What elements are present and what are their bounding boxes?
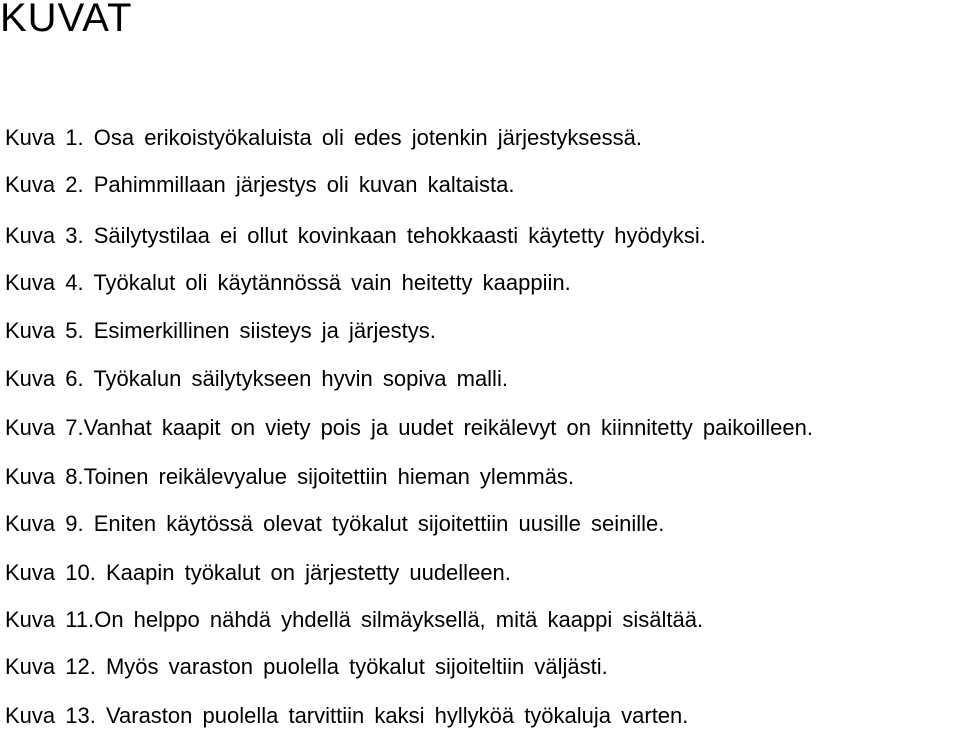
- caption-label: Kuva 13.: [5, 703, 96, 728]
- figure-caption-12: [5, 654, 608, 680]
- caption-text: Työkalun säilytykseen hyvin sopiva malli.: [93, 366, 508, 391]
- figure-caption-3: [5, 223, 706, 249]
- caption-text: Eniten käytössä olevat työkalut sijoitettiin uusille seinille.: [93, 511, 665, 536]
- caption-label: Kuva 9.: [5, 511, 84, 536]
- figure-caption-5: [5, 318, 436, 344]
- caption-text: Myös varaston puolella työkalut sijoiteltiin väljästi.: [105, 654, 608, 679]
- caption-label: Kuva 7.: [5, 415, 84, 440]
- caption-text: Varaston puolella tarvittiin kaksi hyllyköä työkaluja varten.: [105, 703, 689, 728]
- caption-label: Kuva 10.: [5, 560, 96, 585]
- caption-text: On helppo nähdä yhdellä silmäyksellä, mitä kaappi sisältää.: [94, 607, 704, 632]
- caption-text: Kaapin työkalut on järjestetty uudelleen.: [105, 560, 511, 585]
- page-title: KUVAT: [0, 0, 133, 40]
- caption-text: Työkalut oli käytännössä vain heitetty kaappiin.: [93, 270, 571, 295]
- caption-text: Pahimmillaan järjestys oli kuvan kaltaista.: [93, 172, 515, 197]
- caption-text: Esimerkillinen siisteys ja järjestys.: [93, 318, 436, 343]
- figure-caption-1: [5, 125, 642, 151]
- caption-label: Kuva 2.: [5, 172, 84, 197]
- caption-text: Säilytystilaa ei ollut kovinkaan tehokkaasti käytetty hyödyksi.: [93, 223, 706, 248]
- figure-caption-7: [5, 415, 813, 441]
- caption-label: Kuva 11.: [5, 607, 95, 632]
- figure-caption-6: [5, 366, 508, 392]
- caption-label: Kuva 6.: [5, 366, 84, 391]
- figure-caption-10: [5, 560, 511, 586]
- figure-caption-13: [5, 703, 688, 729]
- figure-caption-11: [5, 607, 703, 633]
- figure-caption-8: [5, 464, 574, 490]
- caption-text: Osa erikoistyökaluista oli edes jotenkin järjestyksessä.: [93, 125, 642, 150]
- figure-caption-4: [5, 270, 571, 296]
- caption-label: Kuva 3.: [5, 223, 84, 248]
- figure-caption-9: [5, 511, 664, 537]
- caption-label: Kuva 1.: [5, 125, 84, 150]
- caption-label: Kuva 4.: [5, 270, 84, 295]
- caption-label: Kuva 12.: [5, 654, 96, 679]
- caption-label: Kuva 5.: [5, 318, 84, 343]
- figure-caption-2: [5, 172, 514, 198]
- caption-text: Toinen reikälevyalue sijoitettiin hieman ylemmäs.: [83, 464, 575, 489]
- caption-text: Vanhat kaapit on viety pois ja uudet reikälevyt on kiinnitetty paikoilleen.: [83, 415, 813, 440]
- caption-label: Kuva 8.: [5, 464, 84, 489]
